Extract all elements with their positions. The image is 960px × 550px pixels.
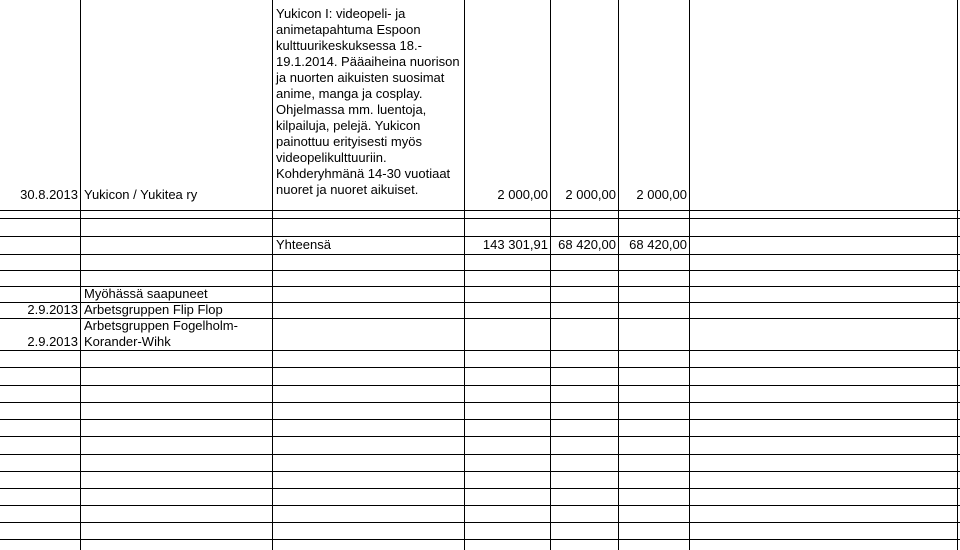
row-amount-proposed: 2 000,00 xyxy=(565,187,616,202)
total-amount-granted: 68 420,00 xyxy=(629,237,687,252)
late-row-date: 2.9.2013 xyxy=(27,334,78,349)
description-line: kulttuurikeskuksessa 18.- xyxy=(276,38,422,53)
description-line: videopelikulttuuriin. xyxy=(276,150,387,165)
row-amount-granted: 2 000,00 xyxy=(636,187,687,202)
total-label: Yhteensä xyxy=(276,237,331,252)
description-line: nuoret ja nuoret aikuiset. xyxy=(276,182,419,197)
total-amount-applied: 143 301,91 xyxy=(482,237,548,252)
row-applicant: Yukicon / Yukitea ry xyxy=(84,187,198,202)
description-line: Yukicon I: videopeli- ja xyxy=(276,6,406,21)
row-amount-applied: 2 000,00 xyxy=(497,187,548,202)
total-amount-proposed: 68 420,00 xyxy=(558,237,616,252)
description-line: Kohderyhmänä 14-30 vuotiaat xyxy=(276,166,451,181)
late-section-header: Myöhässä saapuneet xyxy=(84,286,208,301)
description-line: Ohjelmassa mm. luentoja, xyxy=(276,102,427,117)
late-row-applicant: Korander-Wihk xyxy=(84,334,171,349)
description-line: animetapahtuma Espoon xyxy=(276,22,421,37)
row-date: 30.8.2013 xyxy=(20,187,78,202)
description-line: kilpailuja, pelejä. Yukicon xyxy=(276,118,421,133)
description-line: painottuu erityisesti myös xyxy=(276,134,422,149)
late-row-applicant: Arbetsgruppen Flip Flop xyxy=(84,302,223,317)
row-description xyxy=(276,6,464,198)
late-row-date: 2.9.2013 xyxy=(27,302,78,317)
description-line: 19.1.2014. Pääaiheina nuorison xyxy=(276,54,460,69)
description-line: anime, manga ja cosplay. xyxy=(276,86,423,101)
late-row-applicant: Arbetsgruppen Fogelholm- xyxy=(84,318,238,333)
description-line: ja nuorten aikuisten suosimat xyxy=(276,70,445,85)
